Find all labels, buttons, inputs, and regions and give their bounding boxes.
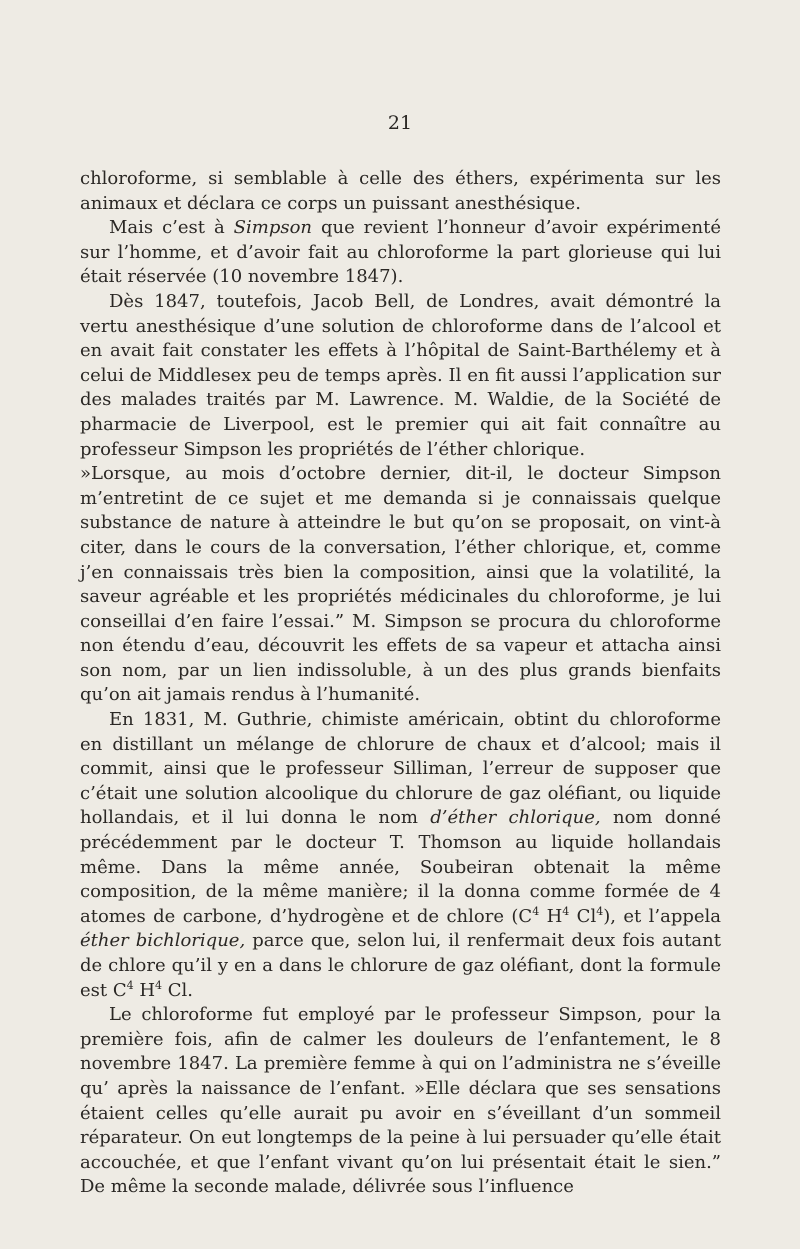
- superscript: 4: [532, 904, 540, 918]
- paragraph: [80, 216, 721, 290]
- superscript: 4: [126, 978, 134, 992]
- superscript: 4: [155, 978, 163, 992]
- text-segment: nom donné précédemment par le docteur T. Thomson au liquide hollandais même. Dans la même année, Soubeiran obtenait la même composition, de la même manière; il la donna comme formée de 4 atomes de carbone, d’hydrogène et de chlore (C: [80, 807, 722, 927]
- paragraph: [80, 1003, 721, 1200]
- text-segment: que revient l’honneur d’avoir expérimenté sur l’homme, et d’avoir fait au chloroforme la part glorieuse qui lui était réservée (10 novembre 1847).: [80, 217, 721, 288]
- superscript: 4: [596, 904, 604, 918]
- paragraph: [80, 290, 721, 462]
- text-segment: H: [539, 905, 563, 927]
- body-text: [80, 167, 721, 1200]
- italic-text: éther bichlorique,: [80, 930, 246, 952]
- text-segment: parce que, selon lui, il renfermait deux fois autant de chlore qu’il y en a dans le chlorure de gaz oléfiant, dont la formule est C: [80, 930, 721, 1001]
- text-segment: H: [133, 979, 156, 1001]
- text-segment: En 1831, M. Guthrie, chimiste américain, obtint du chloroforme en distillant un mélange de chlorure de chaux et d’alcool; mais il commit, ainsi que le professeur Silliman, l’erreur de supposer que c’était une solution alcoolique du chlorure de gaz oléfiant, ou liquide hollandais, et il lui donna le nom: [80, 709, 721, 829]
- paragraph: [80, 167, 721, 216]
- text-segment: ), et l’appela: [603, 905, 722, 927]
- text-segment: Le chloroforme fut employé par le professeur Simpson, pour la première fois, afin de calmer les douleurs de l’enfantement, le 8 novembre 1847. La première femme à qui on l’administra ne s’éveille qu’ après la naissance de l’enfant. »Elle déclara que ses sensations étaient celles qu’elle aurait pu avoir en s’éveillant d’un sommeil réparateur. On eut longtemps de la peine à lui persuader qu’elle était accouchée, et que l’enfant vivant qu’on lui présentait était le sien.” De même la seconde malade, délivrée sous l’influence: [80, 1004, 721, 1198]
- paragraph: [80, 708, 721, 1003]
- text-segment: chloroforme, si semblable à celle des éthers, expérimenta sur les animaux et déclara ce corps un puissant anesthésique.: [80, 168, 721, 214]
- superscript: 4: [562, 904, 570, 918]
- italic-text: d’éther chlorique,: [430, 807, 601, 829]
- text-segment: Mais c’est à: [109, 217, 234, 239]
- text-segment: Dès 1847, toutefois, Jacob Bell, de Londres, avait démontré la vertu anesthésique d’une solution de chloroforme dans de l’alcool et en avait fait constater les effets à l’hôpital de Saint-Barthélemy et à celui de Middlesex peu de temps après. Il en fit aussi l’application sur des malades traités par M. Lawrence. M. Waldie, de la Société de pharmacie de Liverpool, est le premier qui ait fait connaître au professeur Simpson les propriétés de l’éther chlorique.: [80, 290, 721, 460]
- text-segment: Cl.: [162, 979, 194, 1001]
- text-segment: »Lorsque, au mois d’octobre dernier, dit-il, le docteur Simpson m’entretint de ce sujet et me demanda si je connaissais quelque substance de nature à atteindre le but qu’on se proposait, on vint-à citer, dans le cours de la conversation, l’éther chlorique, et, comme j’en connaissais très bien la composition, ainsi que la volatilité, la saveur agréable et les propriétés médicinales du chloroforme, je lui conseillai d’en faire l’essai.” M. Simpson se procura du chloroforme non étendu d’eau, découvrit les effets de sa vapeur et attacha ainsi son nom, par un lien indissoluble, à un des plus grands bienfaits qu’on ait jamais rendus à l’humanité.: [80, 463, 721, 706]
- paragraph: [80, 462, 721, 708]
- text-segment: Cl: [569, 905, 597, 927]
- italic-text: Simpson: [233, 217, 313, 239]
- page-number: 21: [387, 112, 413, 134]
